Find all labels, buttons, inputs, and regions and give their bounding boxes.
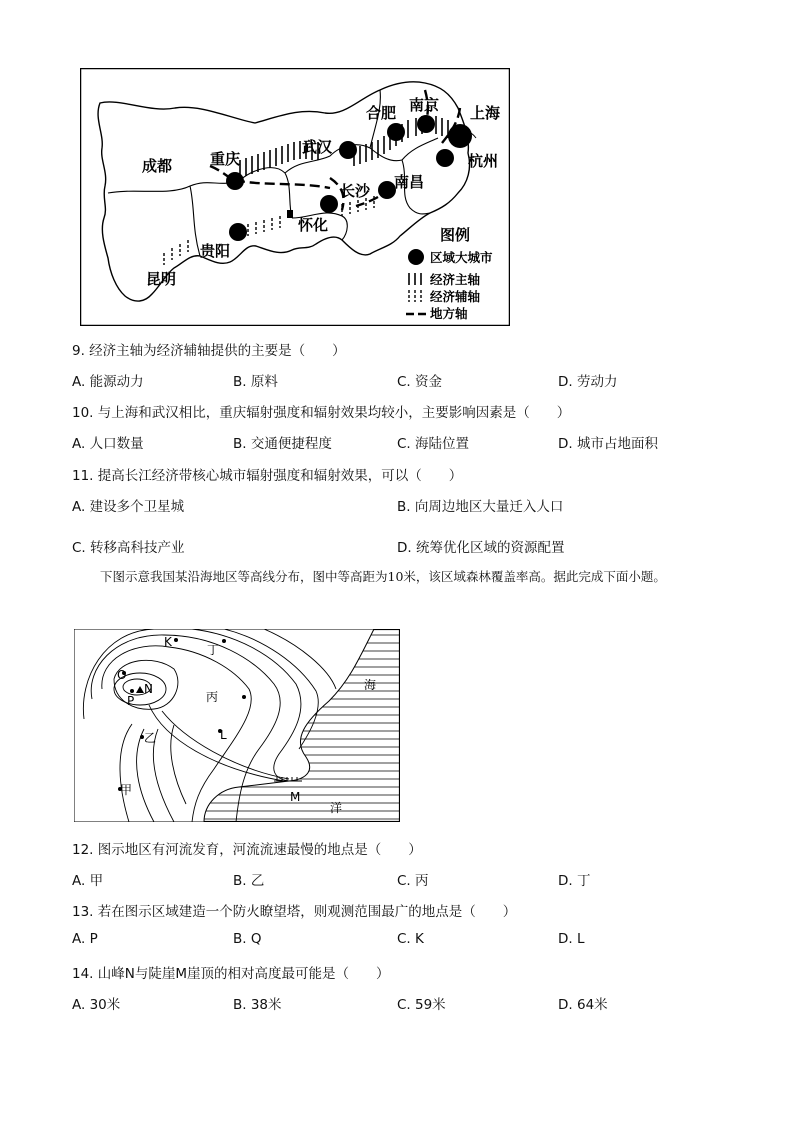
city-label-chongqing: 重庆 [210,150,241,168]
q12-option-b: B. 乙 [233,873,265,889]
city-label-hangzhou: 杭州 [468,152,499,170]
q13-option-b: B. Q [233,931,262,947]
contour-map [74,629,400,822]
label-bing: 丙 [206,690,219,704]
legend-label-secondary-axis: 经济辅轴 [430,289,481,304]
city-label-hefei: 合肥 [366,104,397,122]
map1-legend [406,226,493,321]
q10-option-b: B. 交通便捷程度 [233,436,332,452]
q14-option-a: A. 30米 [72,997,121,1013]
question-12-stem: 12. 图示地区有河流发育，河流流速最慢的地点是（ ） [72,842,422,858]
coastline [74,629,377,822]
city-label-huaihua: 怀化 [298,216,329,234]
city-label-guiyang: 贵阳 [200,242,231,260]
q13-option-c: C. K [397,931,424,947]
q10-option-c: C. 海陆位置 [397,436,470,452]
legend-label-main-axis: 经济主轴 [430,272,481,287]
city-label-wuhan: 武汉 [302,138,333,156]
legend-main-axis-symbol [409,273,421,285]
label-N: N [144,682,153,696]
label-O: O [117,668,127,682]
question-10-stem: 10. 与上海和武汉相比，重庆辐射强度和辐射效果均较小，主要影响因素是（ ） [72,405,571,421]
city-label-chengdu: 成都 [142,157,173,175]
q14-option-b: B. 38米 [233,997,282,1013]
q11-option-c: C. 转移高科技产业 [72,540,185,556]
question-13-stem: 13. 若在图示区域建造一个防火瞭望塔，则观测范围最广的地点是（ ） [72,904,517,920]
label-M: M [290,790,301,804]
legend-secondary-axis-symbol [409,290,421,302]
label-P: P [127,694,135,708]
label-yang-ocean: 洋 [330,801,343,815]
q10-option-a: A. 人口数量 [72,436,144,452]
q14-option-c: C. 59米 [397,997,446,1013]
label-yi: 乙 [144,731,157,745]
legend-label-local-axis: 地方轴 [430,306,468,321]
q13-option-a: A. P [72,931,98,947]
city-label-nanchang: 南昌 [394,173,425,191]
q12-option-c: C. 丙 [397,873,429,889]
legend-title: 图例 [440,226,471,244]
q13-option-d: D. L [558,931,585,947]
label-K: K [164,635,172,649]
question-11-stem: 11. 提高长江经济带核心城市辐射强度和辐射效果，可以（ ） [72,468,463,484]
q9-option-a: A. 能源动力 [72,374,144,390]
city-label-nanjing: 南京 [409,96,440,114]
city-label-kunming: 昆明 [146,270,177,288]
yangtze-economic-belt-map [80,68,510,326]
label-jia: 甲 [120,783,133,797]
q9-option-d: D. 劳动力 [558,374,618,390]
city-label-shanghai: 上海 [470,104,501,122]
passage-intro: 下图示意我国某沿海地区等高线分布，图中等高距为10米，该区域森林覆盖率高。据此完成下面小题。 [100,569,666,584]
q11-option-a: A. 建设多个卫星城 [72,499,185,515]
question-9-stem: 9. 经济主轴为经济辅轴提供的主要是（ ） [72,343,346,359]
label-ding: 丁 [207,643,220,657]
legend-city-symbol [408,249,424,265]
q14-option-d: D. 64米 [558,997,608,1013]
q12-option-a: A. 甲 [72,873,104,889]
q12-option-d: D. 丁 [558,873,591,889]
legend-label-city: 区域大城市 [430,250,493,265]
q9-option-c: C. 资金 [397,374,443,390]
city-label-changsha: 长沙 [340,182,371,200]
q10-option-d: D. 城市占地面积 [558,436,658,452]
q11-option-d: D. 统筹优化区域的资源配置 [397,540,565,556]
label-L: L [220,728,227,742]
q9-option-b: B. 原料 [233,374,278,390]
question-14-stem: 14. 山峰N与陡崖M崖顶的相对高度最可能是（ ） [72,966,390,982]
city-markers [226,115,472,241]
q11-option-b: B. 向周边地区大量迁入人口 [397,499,564,515]
label-hai-sea: 海 [364,678,377,692]
